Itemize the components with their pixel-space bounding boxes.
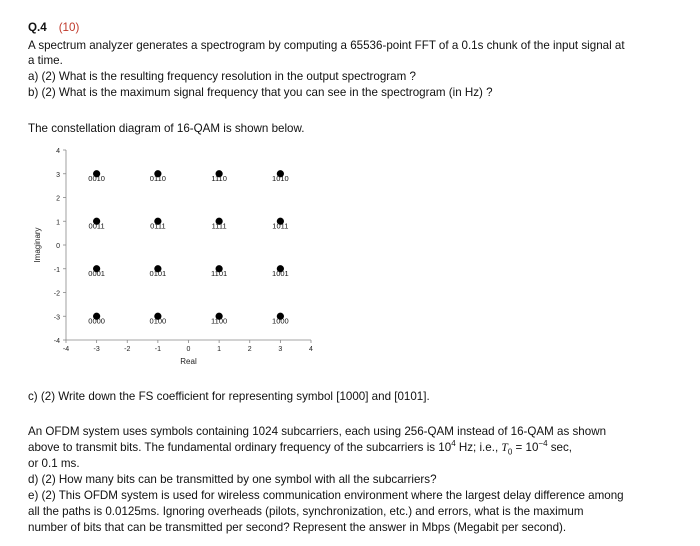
- constellation-point-label: 0100: [149, 316, 167, 326]
- constellation-point-label: 1011: [272, 221, 289, 231]
- ofdm-line-1: An OFDM system uses symbols containing 1024 subcarriers, each using 256-QAM instead of 16-QAM as shown: [28, 425, 607, 438]
- ofdm-line-2-text-a: above to transmit bits. The fundamental ordinary frequency of the subcarriers is 10: [28, 441, 452, 454]
- period-symbol: T: [501, 441, 508, 454]
- part-e-line-2: all the paths is 0.0125ms. Ignoring overheads (pilots, synchronization, etc.) and errors, what is the maximum: [28, 505, 584, 518]
- chart-marks: [88, 170, 288, 325]
- ofdm-exponent: 4: [451, 439, 456, 449]
- x-tick-label: -2: [124, 346, 131, 353]
- ofdm-line-2: [28, 440, 572, 455]
- part-b: b) (2) What is the maximum signal frequency that you can see in the spectrogram (in Hz) ?: [28, 86, 493, 99]
- x-tick-label: -1: [154, 346, 161, 353]
- constellation-point-label: 0000: [88, 316, 105, 326]
- x-tick-label: 0: [186, 346, 191, 353]
- part-c: c) (2) Write down the FS coefficient for representing symbol [1000] and [0101].: [28, 390, 430, 403]
- y-tick-label: 4: [56, 148, 60, 155]
- part-a: a) (2) What is the resulting frequency resolution in the output spectrogram ?: [28, 70, 416, 83]
- ofdm-line-2-text-c: = 10: [512, 441, 539, 454]
- y-tick-label: 2: [56, 195, 60, 203]
- y-tick-label: -4: [53, 338, 60, 345]
- constellation-point-label: 1111: [211, 221, 227, 231]
- ofdm-line-3: or 0.1 ms.: [28, 457, 80, 470]
- y-tick-label: 0: [56, 243, 60, 250]
- x-tick-label: 4: [309, 346, 313, 353]
- constellation-point-label: 0111: [150, 221, 166, 231]
- x-axis-label: Real: [180, 357, 197, 366]
- y-tick-label: -3: [53, 314, 60, 322]
- y-tick-label: 1: [56, 219, 60, 227]
- y-tick-label: -1: [53, 266, 60, 274]
- x-tick-label: 2: [247, 346, 252, 353]
- ofdm-line-2-text-b: Hz; i.e.,: [455, 441, 502, 454]
- constellation-point-label: 0101: [149, 268, 167, 278]
- question-number: Q.4: [28, 21, 47, 34]
- y-tick-label: 3: [56, 171, 60, 179]
- constellation-point-label: 0110: [149, 173, 166, 183]
- constellation-chart: [26, 142, 326, 368]
- part-d: d) (2) How many bits can be transmitted by one symbol with all the subcarriers?: [28, 473, 437, 486]
- constellation-point-label: 1101: [211, 268, 228, 278]
- period-subscript: 0: [507, 447, 513, 457]
- x-tick-label: 1: [217, 346, 222, 353]
- constellation-point-label: 0011: [88, 221, 105, 231]
- constellation-point-label: 1100: [211, 316, 228, 326]
- part-e-line-3: number of bits that can be transmitted per second? Represent the answer in Mbps (Megabit per second).: [28, 521, 567, 534]
- constellation-point-label: 0010: [88, 173, 105, 183]
- y-axis-label: Imaginary: [33, 227, 42, 263]
- ofdm-exponent-2: −4: [538, 439, 548, 449]
- constellation-point-label: 1000: [272, 316, 289, 326]
- x-tick-label: 3: [278, 346, 283, 353]
- question-points: (10): [58, 21, 80, 34]
- x-tick-label: -4: [62, 346, 70, 353]
- constellation-caption: The constellation diagram of 16-QAM is shown below.: [28, 122, 305, 135]
- ofdm-line-2-text-d: sec,: [547, 441, 573, 454]
- question-header: [28, 20, 79, 35]
- intro-line-1: A spectrum analyzer generates a spectrogram by computing a 65536-point FFT of a 0.1s chunk of the input signal at: [28, 39, 625, 52]
- part-e-line-1: e) (2) This OFDM system is used for wireless communication environment where the largest delay difference among: [28, 489, 624, 502]
- chart-axes: [33, 148, 313, 366]
- constellation-point-label: 0001: [88, 268, 105, 278]
- intro-line-2: a time.: [28, 54, 63, 67]
- y-tick-label: -2: [53, 290, 60, 298]
- x-tick-label: -3: [93, 346, 100, 353]
- constellation-point-label: 1110: [211, 173, 227, 183]
- constellation-point-label: 1010: [272, 173, 289, 183]
- constellation-point-label: 1001: [272, 268, 289, 278]
